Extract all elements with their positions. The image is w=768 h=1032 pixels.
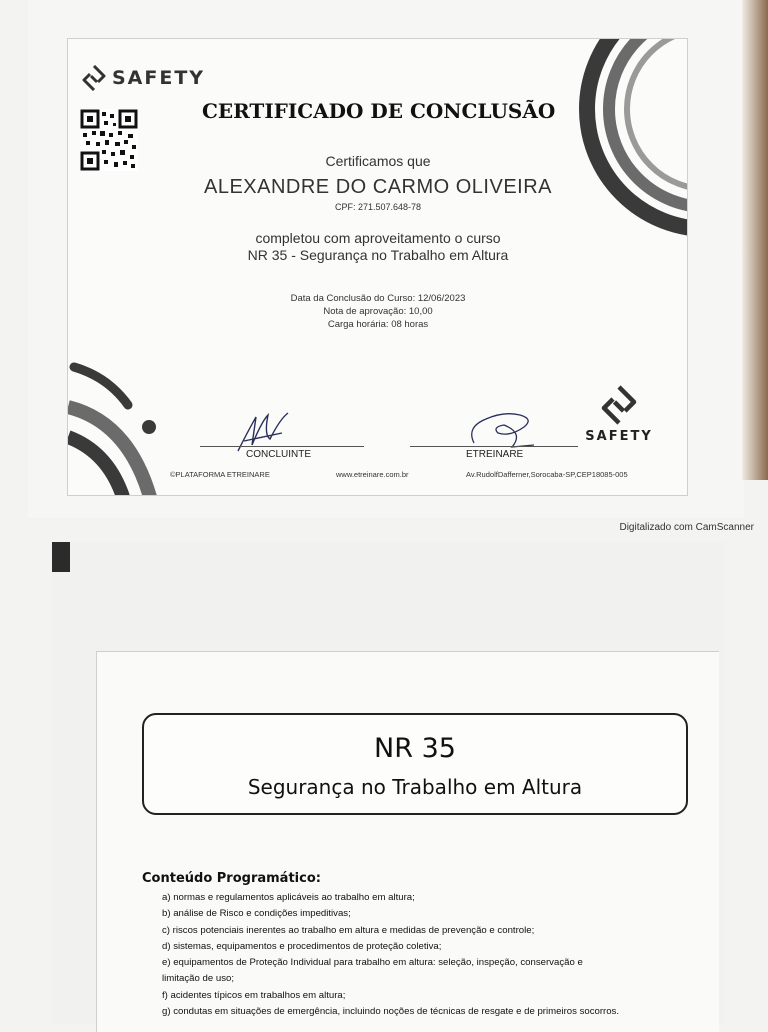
scanner-watermark: Digitalizado com CamScanner bbox=[619, 522, 754, 533]
program-subtitle: Segurança no Trabalho em Altura bbox=[247, 775, 583, 799]
decorative-swirl-right bbox=[557, 39, 687, 259]
list-item: c) riscos potenciais inerentes ao trabalho em altura e medidas de prevenção e controle; bbox=[162, 924, 535, 936]
list-item: f) acidentes típicos em trabalhos em altura; bbox=[162, 989, 346, 1001]
completion-date: Data da Conclusão do Curso: 12/06/2023 bbox=[290, 293, 466, 304]
decorative-swirl-left bbox=[68, 357, 168, 496]
brand-name-bottom: SAFETY bbox=[585, 429, 653, 444]
list-item: a) normas e regulamentos aplicáveis ao trabalho em altura; bbox=[162, 892, 415, 903]
signature-label-etreinare: ETREINARE bbox=[466, 449, 524, 460]
completed-text: completou com aproveitamento o curso bbox=[255, 230, 501, 246]
program-title: NR 35 bbox=[374, 733, 456, 764]
safety-logo bbox=[82, 65, 205, 91]
signature-line-right bbox=[410, 446, 578, 447]
list-item: b) análise de Risco e condições impeditivas; bbox=[162, 908, 351, 920]
safety-logo-bottom-icon bbox=[601, 385, 637, 425]
course-name: NR 35 - Segurança no Trabalho em Altura bbox=[247, 247, 509, 263]
footer-address: Av.RudolfDafferner,Sorocaba-SP,CEP18085-005 bbox=[466, 470, 628, 479]
signature-label-concluinte: CONCLUINTE bbox=[246, 449, 312, 460]
footer-platform: ©PLATAFORMA ETREINARE bbox=[170, 470, 270, 479]
safety-logo-icon bbox=[82, 65, 106, 91]
certify-text: Certificamos que bbox=[325, 153, 431, 169]
list-item: d) sistemas, equipamentos e procedimentos de proteção coletiva; bbox=[162, 940, 442, 952]
recipient-name: ALEXANDRE DO CARMO OLIVEIRA bbox=[203, 176, 553, 198]
certificate-title: CERTIFICADO DE CONCLUSÃO bbox=[202, 99, 556, 123]
scan-background-edge bbox=[742, 0, 768, 480]
scan-shadow-corner bbox=[52, 542, 70, 572]
program-title-box bbox=[142, 713, 688, 815]
safety-logo-bottom bbox=[584, 385, 654, 444]
signature-line-left bbox=[200, 446, 364, 447]
list-item: e) equipamentos de Proteção Individual para trabalho em altura: seleção, inspeção, conservação e limitação de uso; bbox=[162, 957, 583, 985]
course-hours: Carga horária: 08 horas bbox=[327, 319, 429, 330]
list-item: g) condutas em situações de emergência, incluindo noções de técnicas de resgate e de primeiros socorros. bbox=[162, 1006, 620, 1018]
brand-name: SAFETY bbox=[112, 67, 206, 89]
approval-grade: Nota de aprovação: 10,00 bbox=[323, 306, 433, 317]
content-list bbox=[162, 890, 622, 1020]
footer-website: www.etreinare.com.br bbox=[336, 470, 409, 479]
content-heading: Conteúdo Programático: bbox=[142, 871, 321, 886]
certificate bbox=[67, 38, 688, 496]
recipient-cpf: CPF: 271.507.648-78 bbox=[334, 202, 422, 212]
